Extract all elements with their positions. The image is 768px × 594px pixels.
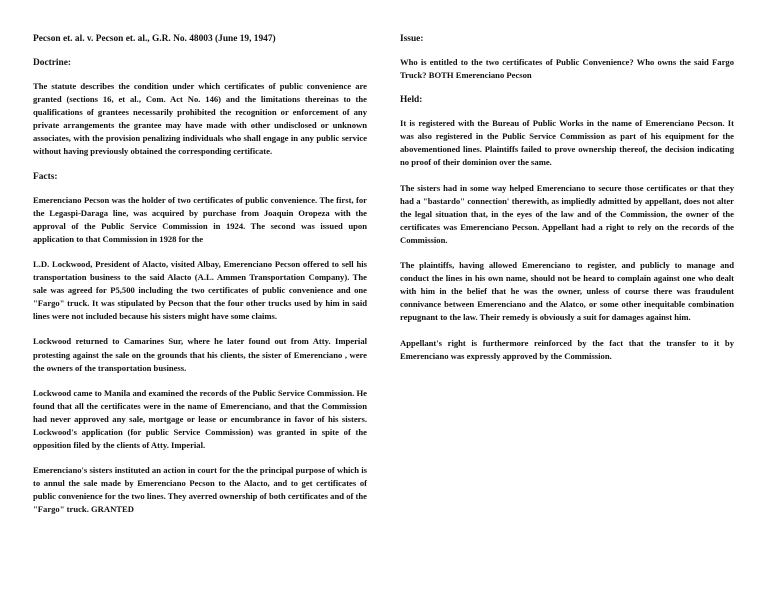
issue-paragraph: Who is entitled to the two certificates of Public Convenience? Who owns the said Fargo Truck? BOTH Emerenciano Pecson: [400, 57, 734, 81]
held-paragraph: It is registered with the Bureau of Public Works in the name of Emerenciano Pecson. It was also registered in the Public Service Commission as part of his equipment for the abovementioned lines. Plaintiffs failed to prove ownership thereof, the decision indicating no proof of their dominion over the same.: [400, 118, 734, 168]
held-paragraph: Appellant's right is furthermore reinforced by the fact that the transfer to it by Emerenciano was expressly approved by the Commission.: [400, 337, 734, 361]
case-title: Pecson et. al. v. Pecson et. al., G.R. No. 48003 (June 19, 1947): [33, 34, 276, 44]
facts-paragraph: Emerenciano's sisters instituted an action in court for the the principal purpose of which is to annul the sale made by Emerenciano Pecson to the Alacto, and to get certificates of public convenience for the two lines. They averred ownership of both certificates and of the "Fargo" truck. GRANTED: [33, 465, 367, 515]
right-column: [400, 33, 734, 375]
facts-paragraph: L.D. Lockwood, President of Alacto, visited Albay, Emerenciano Pecson offered to sell his transportation business to the said Alacto (A.L. Ammen Transportation Company). The sale was agreed for P5,500 including the two certificates of public convenience and one "Fargo" truck. It was stipulated by Pecson that the four other trucks used by him in said lines were not included because his sisters might have some claims.: [33, 258, 367, 322]
facts-paragraph: Lockwood returned to Camarines Sur, where he later found out from Atty. Imperial protesting against the sale on the grounds that his clients, the sister of Emerenciano , were the owners of the transportation business.: [33, 336, 367, 373]
facts-heading: Facts:: [33, 171, 58, 182]
facts-paragraph: Lockwood came to Manila and examined the records of the Public Service Commission. He found that all the certificates were in the name of Emerenciano, and that the Commission had never approved any sale, mortgage or lease or encumbrance in favor of his sisters. Lockwood's application (for public Service Commission) was granted in spite of the opposition filed by the clients of Atty. Imperial.: [33, 387, 367, 451]
held-heading: Held:: [400, 95, 423, 106]
facts-paragraph: Emerenciano Pecson was the holder of two certificates of public convenience. The first, for the Legaspi-Daraga line, was acquired by purchase from Joaquin Oropeza with the approval of the Public Service Commission in 1924. The second was issued upon application to that Commission in 1928 for the: [33, 194, 367, 244]
issue-heading: Issue:: [400, 34, 424, 44]
held-paragraph: The sisters had in some way helped Emerenciano to secure those certificates or that they had a "bastardo" connection' therewith, as impliedly admitted by appellant, does not alter the legal situation that, in the eyes of the law and of the Commission, the owner of the certificates was Emerenciano Pecson. Appellant had a right to rely on the records of the Commission.: [400, 182, 734, 245]
doctrine-heading: Doctrine:: [33, 58, 72, 68]
left-column: [33, 33, 367, 529]
doctrine-paragraph: The statute describes the condition under which certificates of public convenience are granted (sections 16, et al., Com. Act No. 146) and the limitations thereinas to the qualifications of grantees necessarily prohibited the recognition or enforcement of any private arrangements the grantee may have made with other undisclosed or unknown associates, with the provision penalizing individuals who shall engage in any public service without having previously obtained the corresponding certificate.: [33, 81, 367, 157]
held-paragraph: The plaintiffs, having allowed Emerenciano to register, and publicly to manage and conduct the lines in his own name, should not be heard to complain against one who dealt with him in the belief that he was the owner, unless of course there was fraudulent connivance between Emerenciano and the Alatco, or some other inequitable combination repugnant to the law. Their remedy is obviously a suit for damages against him.: [400, 260, 734, 323]
